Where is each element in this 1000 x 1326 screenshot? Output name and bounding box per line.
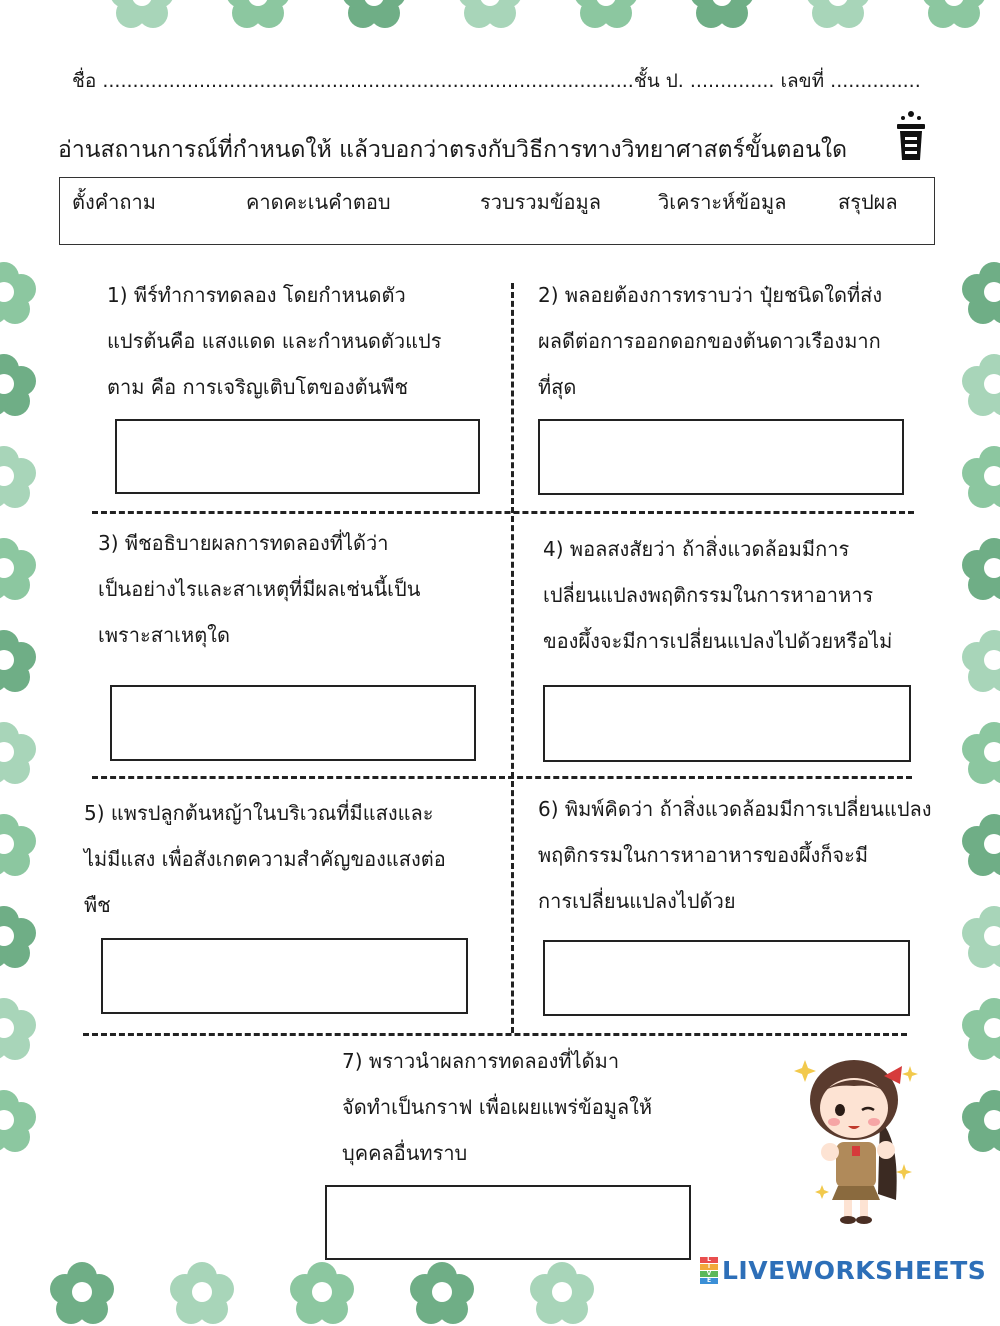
flower-decoration — [0, 1090, 36, 1154]
flower-decoration — [962, 998, 1000, 1062]
flower-decoration — [0, 906, 36, 970]
question-2-text: 2) พลอยต้องการทราบว่า ปุ๋ยชนิดใดที่ส่ง ผลดีต่อการออกดอกของต้นดาวเรืองมาก ที่สุด — [538, 283, 883, 399]
flower-decoration — [0, 814, 36, 878]
flower-decoration — [342, 0, 406, 30]
flower-decoration — [962, 446, 1000, 510]
answer-box-6[interactable] — [543, 940, 910, 1016]
instruction-text: อ่านสถานการณ์ที่กำหนดให้ แล้วบอกว่าตรงกับวิธีการทางวิทยาศาสตร์ขั้นตอนใด — [58, 137, 848, 163]
flower-decoration — [290, 1262, 354, 1326]
question-7-text: 7) พราวนำผลการทดลองที่ได้มา จัดทำเป็นกราฟ เพื่อเผยแพร่ข้อมูลให้ บุคคลอื่นทราบ — [342, 1049, 653, 1165]
flower-decoration — [410, 1262, 474, 1326]
question-1-text: 1) พีร์ทำการทดลอง โดยกำหนดตัว แปรต้นคือ แสงแดด และกำหนดตัวแปร ตาม คือ การเจริญเติบโตของต้นพืช — [107, 283, 442, 399]
liveworksheets-logo-text: LIVEWORKSHEETS — [722, 1255, 987, 1285]
flower-decoration — [922, 0, 986, 30]
flower-decoration — [962, 1090, 1000, 1154]
flower-decoration — [0, 538, 36, 602]
flower-decoration — [806, 0, 870, 30]
flower-decoration — [226, 0, 290, 30]
option-hypothesis: คาดคะเนคำตอบ — [246, 190, 391, 214]
flower-decoration — [962, 538, 1000, 602]
dashed-divider-vertical-2 — [511, 516, 514, 778]
flower-decoration — [0, 446, 36, 510]
question-5-text: 5) แพรปลูกต้นหญ้าในบริเวณที่มีแสงและ ไม่มีแสง เพื่อสังเกตความสำคัญของแสงต่อ พืช — [84, 801, 446, 917]
student-info-line: ชื่อ ........................................................................................ชั้น ป. .............. เลขที่ ............... — [72, 70, 921, 92]
dashed-divider-vertical-1 — [511, 283, 514, 513]
option-analyze-data: วิเคราะห์ข้อมูล — [658, 190, 787, 214]
dashed-divider-horizontal-2 — [92, 776, 912, 779]
cartoon-girl-illustration — [790, 1050, 930, 1230]
flower-decoration — [690, 0, 754, 30]
dashed-divider-horizontal-3 — [83, 1033, 907, 1036]
question-3-text: 3) พีชอธิบายผลการทดลองที่ได้ว่า เป็นอย่างไรและสาเหตุที่มีผลเช่นนี้เป็น เพราะสาเหตุใด — [98, 531, 421, 647]
flower-decoration — [574, 0, 638, 30]
flower-decoration — [0, 998, 36, 1062]
question-4-text: 4) พอลสงสัยว่า ถ้าสิ่งแวดล้อมมีการ เปลี่ยนแปลงพฤติกรรมในการหาอาหาร ของผึ้งจะมีการเปลี่ยนแปลงไปด้วยหรือไม่ — [543, 537, 893, 653]
flower-decoration — [962, 630, 1000, 694]
dashed-divider-horizontal-1 — [92, 511, 914, 514]
answer-box-1[interactable] — [115, 419, 480, 494]
flower-decoration — [962, 906, 1000, 970]
flower-decoration — [50, 1262, 114, 1326]
flower-decoration — [962, 354, 1000, 418]
answer-box-4[interactable] — [543, 685, 911, 762]
flower-decoration — [0, 722, 36, 786]
flower-decoration — [458, 0, 522, 30]
flower-decoration — [962, 262, 1000, 326]
flower-decoration — [0, 262, 36, 326]
trash-bin-icon — [894, 110, 928, 162]
option-conclusion: สรุปผล — [838, 190, 898, 214]
flower-decoration — [0, 630, 36, 694]
option-ask-question: ตั้งคำถาม — [72, 190, 156, 214]
liveworksheets-logo-icon: L I V E — [700, 1257, 718, 1283]
flower-decoration — [170, 1262, 234, 1326]
option-collect-data: รวบรวมข้อมูล — [480, 190, 601, 214]
answer-box-3[interactable] — [110, 685, 476, 761]
flower-decoration — [110, 0, 174, 30]
flower-decoration — [0, 354, 36, 418]
flower-decoration — [962, 814, 1000, 878]
dashed-divider-vertical-3 — [511, 781, 514, 1033]
answer-box-5[interactable] — [101, 938, 468, 1014]
flower-decoration — [530, 1262, 594, 1326]
answer-box-7[interactable] — [325, 1185, 691, 1260]
question-6-text: 6) พิมพ์คิดว่า ถ้าสิ่งแวดล้อมมีการเปลี่ยนแปลง พฤติกรรมในการหาอาหารของผึ้งก็จะมี การเปลี่ยนแปลงไปด้วย — [538, 797, 932, 913]
liveworksheets-logo — [700, 1254, 986, 1286]
flower-decoration — [962, 722, 1000, 786]
answer-box-2[interactable] — [538, 419, 904, 495]
